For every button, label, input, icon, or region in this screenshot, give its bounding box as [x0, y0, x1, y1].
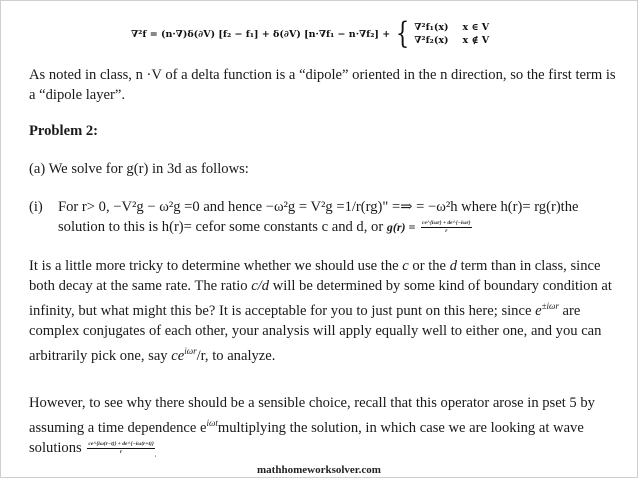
equation-cases [414, 22, 489, 46]
text-run: However, to see why there should be a sensible choice, recall that this operator arose in pset 5 by assuming a time dependence e [29, 395, 595, 436]
italic-e: e [535, 302, 542, 319]
exponent: iωt [206, 418, 218, 428]
fraction-denominator: r [119, 449, 123, 456]
text-run: It is a little more tricky to determine whether we should use the [29, 258, 403, 274]
case-condition: x ∉ V [462, 35, 490, 46]
wave-fraction [87, 441, 154, 456]
problem-heading: Problem 2: [29, 123, 99, 139]
case-expression: ∇²f₂(x) [414, 35, 449, 46]
exponent: iωr [184, 345, 197, 356]
paragraph-tricky [29, 256, 619, 366]
part-a-text: (a) We solve for g(r) in 3d as follows: [29, 161, 249, 177]
exponent: ±iωr [541, 301, 559, 311]
item-label: (i) [29, 199, 43, 215]
fraction-numerator: ce^{iω(r−t)} + de^{−iω(r+t)} [88, 441, 154, 448]
paragraph-dipole: As noted in class, n ·V of a delta function is a “dipole” oriented in the n direction, so the first term is a “dipole layer”. [29, 67, 616, 103]
italic-ratio: c/d [251, 278, 270, 294]
text-run: will be determined by some kind of boundary condition at infinity, but what might this be? It is acceptable for you to just punt on this here; since [29, 278, 612, 319]
equation-case-row [414, 35, 489, 46]
item-i [29, 197, 619, 237]
case-condition: x ∈ V [462, 22, 490, 33]
equation-lhs: ∇²f = (n·∇)δ(∂V) [f₂ − f₁] + δ(∂V) [n·∇f₁ − n·∇f₂] + [131, 28, 391, 40]
text-run: or the [408, 258, 450, 274]
text-run: are complex conjugates of each other, your analysis will apply equally well to either one, and you can arbitrarily pick one, say [29, 302, 602, 364]
case-expression: ∇²f₁(x) [414, 22, 449, 33]
fraction-denominator: r [445, 228, 448, 235]
item-body [58, 197, 619, 237]
trailing-comma: , [154, 451, 157, 458]
text-run: multiplying the solution, in which case we are looking at wave solutions [29, 419, 584, 456]
italic-d: d [449, 258, 457, 274]
paragraph-however [29, 393, 619, 465]
top-equation [131, 16, 490, 51]
fraction-numerator: ce^{iωr} + de^{−iωr} [422, 220, 471, 227]
g-equation-lhs: g(r) = [386, 220, 416, 234]
text-run: /r, to analyze. [196, 347, 276, 364]
g-fraction [421, 220, 472, 235]
italic-ce: ce [171, 347, 185, 364]
footer-watermark: mathhomeworksolver.com [257, 464, 381, 476]
italic-c: c [402, 258, 409, 274]
text-run: term than in class, since both decay at the same rate. The ratio [29, 258, 601, 294]
equation-brace: { [396, 16, 410, 51]
item-text: For r> 0, −V²g − ω²g =0 and hence −ω²g = V²g =1/r(rg)" =⇒ = −ω²h where h(r)= rg(r)the solution to this is h(r)= cefor some constants c and d, or [58, 199, 579, 235]
equation-case-row [414, 22, 489, 33]
